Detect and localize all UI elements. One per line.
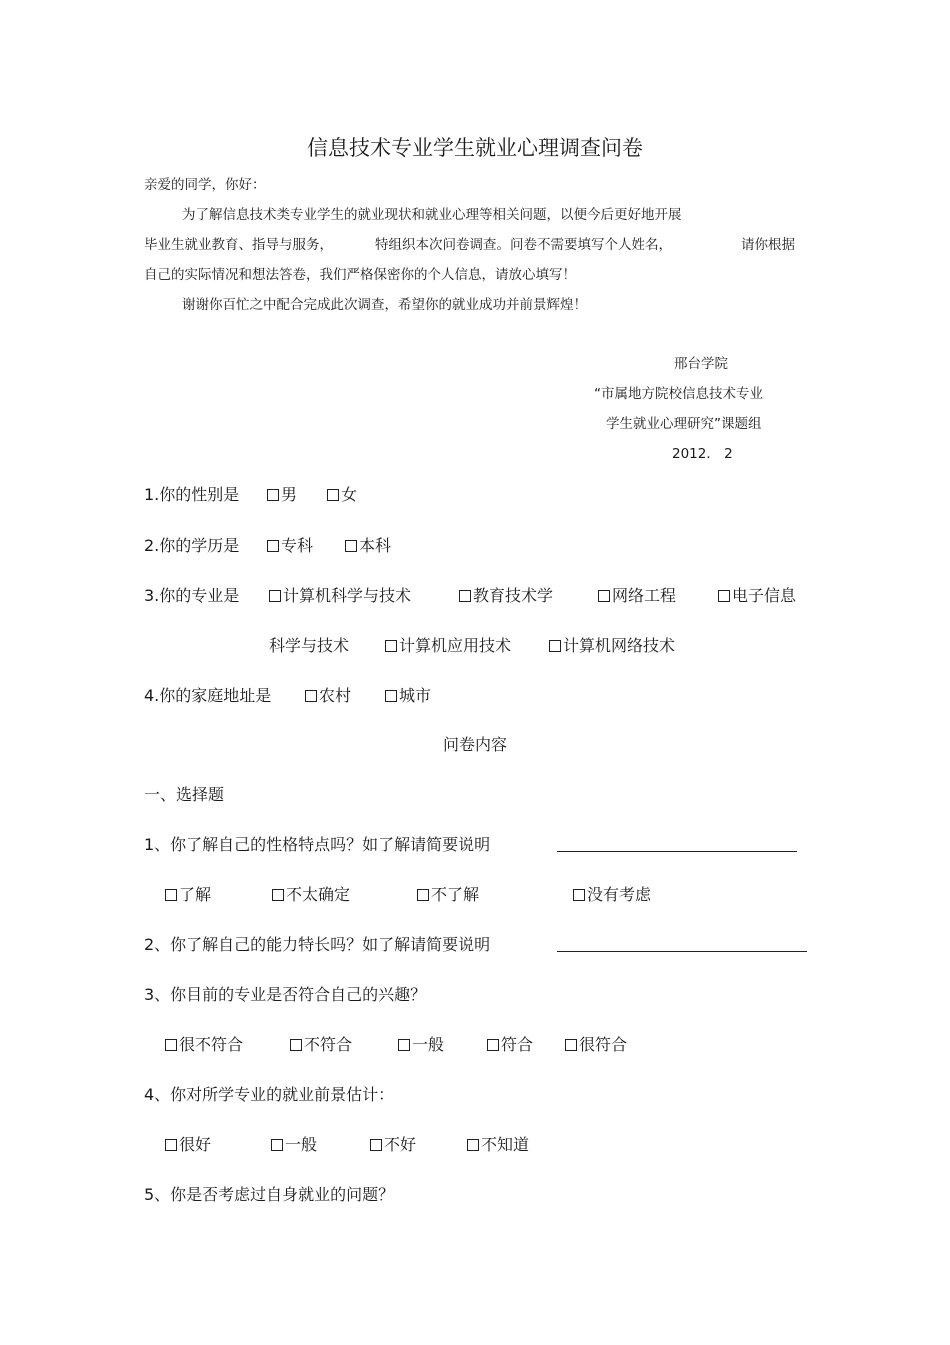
intro-line-4: 谢谢你百忙之中配合完成此次调查，希望你的就业成功并前景辉煌！ (182, 297, 587, 313)
intro-line-1: 为了解信息技术类专业学生的就业现状和就业心理等相关问题，以便今后更好地开展 (182, 207, 682, 223)
checkbox-icon[interactable] (267, 540, 279, 552)
s1-label: 1、你了解自己的性格特点吗？如了解请简要说明 (144, 835, 491, 854)
s3-option-unfit[interactable]: 不符合 (290, 1032, 352, 1055)
s1-option-dont-know[interactable]: 不了解 (417, 882, 479, 905)
checkbox-icon[interactable] (467, 1139, 479, 1151)
q4-option-urban[interactable]: 城市 (385, 683, 431, 706)
part1-title: 一、选择题 (144, 785, 225, 804)
signature-group-line-1: “市属地方院校信息技术专业 (594, 386, 763, 402)
s2-answer-line[interactable] (557, 951, 807, 952)
q3-option-computer-network[interactable]: 计算机网络技术 (549, 633, 675, 656)
checkbox-icon[interactable] (459, 590, 471, 602)
signature-org: 邢台学院 (674, 356, 728, 372)
s3-option-fit[interactable]: 符合 (487, 1032, 533, 1055)
checkbox-icon[interactable] (345, 540, 357, 552)
checkbox-icon[interactable] (565, 1039, 577, 1051)
checkbox-icon[interactable] (165, 1039, 177, 1051)
greeting: 亲爱的同学，你好： (144, 177, 266, 193)
q4-option-rural[interactable]: 农村 (305, 683, 351, 706)
checkbox-icon[interactable] (290, 1039, 302, 1051)
s4-label: 4、你对所学专业的就业前景估计： (144, 1085, 395, 1104)
s3-option-very-fit[interactable]: 很符合 (565, 1032, 627, 1055)
intro-line-2a: 毕业生就业教育、指导与服务， (144, 237, 333, 253)
q3-option-electronic-info[interactable]: 电子信息 (718, 583, 796, 606)
s1-option-unsure[interactable]: 不太确定 (272, 882, 350, 905)
checkbox-icon[interactable] (718, 590, 730, 602)
q3-label: 3.你的专业是 (144, 586, 240, 605)
checkbox-icon[interactable] (385, 690, 397, 702)
q1-option-female[interactable]: 女 (327, 482, 357, 505)
q3-option-electronic-info-cont: 科学与技术 (269, 636, 350, 655)
q2-option-bachelor[interactable]: 本科 (345, 533, 391, 556)
section-title: 问卷内容 (442, 735, 507, 754)
checkbox-icon[interactable] (165, 1139, 177, 1151)
s5-label: 5、你是否考虑过自身就业的问题？ (144, 1185, 395, 1204)
s1-answer-line[interactable] (557, 851, 797, 852)
q3-option-cs[interactable]: 计算机科学与技术 (269, 583, 411, 606)
s4-option-very-good[interactable]: 很好 (165, 1132, 211, 1155)
checkbox-icon[interactable] (385, 640, 397, 652)
signature-date: 2012． 2 (672, 446, 733, 462)
s1-option-know[interactable]: 了解 (165, 882, 211, 905)
page-title: 信息技术专业学生就业心理调查问卷 (307, 136, 643, 160)
checkbox-icon[interactable] (271, 1139, 283, 1151)
checkbox-icon[interactable] (272, 889, 284, 901)
q4-label: 4.你的家庭地址是 (144, 686, 272, 705)
checkbox-icon[interactable] (398, 1039, 410, 1051)
s3-label: 3、你目前的专业是否符合自己的兴趣？ (144, 985, 427, 1004)
s4-option-average[interactable]: 一般 (271, 1132, 317, 1155)
checkbox-icon[interactable] (487, 1039, 499, 1051)
s1-option-not-considered[interactable]: 没有考虑 (573, 882, 651, 905)
q3-option-computer-app[interactable]: 计算机应用技术 (385, 633, 511, 656)
checkbox-icon[interactable] (598, 590, 610, 602)
signature-group-line-2: 学生就业心理研究”课题组 (606, 416, 762, 432)
checkbox-icon[interactable] (370, 1139, 382, 1151)
q3-option-network-eng[interactable]: 网络工程 (598, 583, 676, 606)
s4-option-unknown[interactable]: 不知道 (467, 1132, 529, 1155)
s4-option-bad[interactable]: 不好 (370, 1132, 416, 1155)
q1-option-male[interactable]: 男 (267, 482, 297, 505)
q2-label: 2.你的学历是 (144, 536, 240, 555)
checkbox-icon[interactable] (165, 889, 177, 901)
q2-option-junior-college[interactable]: 专科 (267, 533, 313, 556)
q1-label: 1.你的性别是 (144, 485, 240, 504)
intro-line-2b: 特组织本次问卷调查。问卷不需要填写个人姓名， (375, 237, 672, 253)
s3-option-very-unfit[interactable]: 很不符合 (165, 1032, 243, 1055)
checkbox-icon[interactable] (267, 489, 279, 501)
checkbox-icon[interactable] (305, 690, 317, 702)
s3-option-neutral[interactable]: 一般 (398, 1032, 444, 1055)
s2-label: 2、你了解自己的能力特长吗？如了解请简要说明 (144, 935, 491, 954)
intro-line-2c: 请你根据 (741, 237, 795, 253)
checkbox-icon[interactable] (573, 889, 585, 901)
intro-line-3: 自己的实际情况和想法答卷，我们严格保密你的个人信息，请放心填写！ (144, 267, 576, 283)
checkbox-icon[interactable] (269, 590, 281, 602)
checkbox-icon[interactable] (549, 640, 561, 652)
checkbox-icon[interactable] (417, 889, 429, 901)
checkbox-icon[interactable] (327, 489, 339, 501)
q3-option-edtech[interactable]: 教育技术学 (459, 583, 553, 606)
